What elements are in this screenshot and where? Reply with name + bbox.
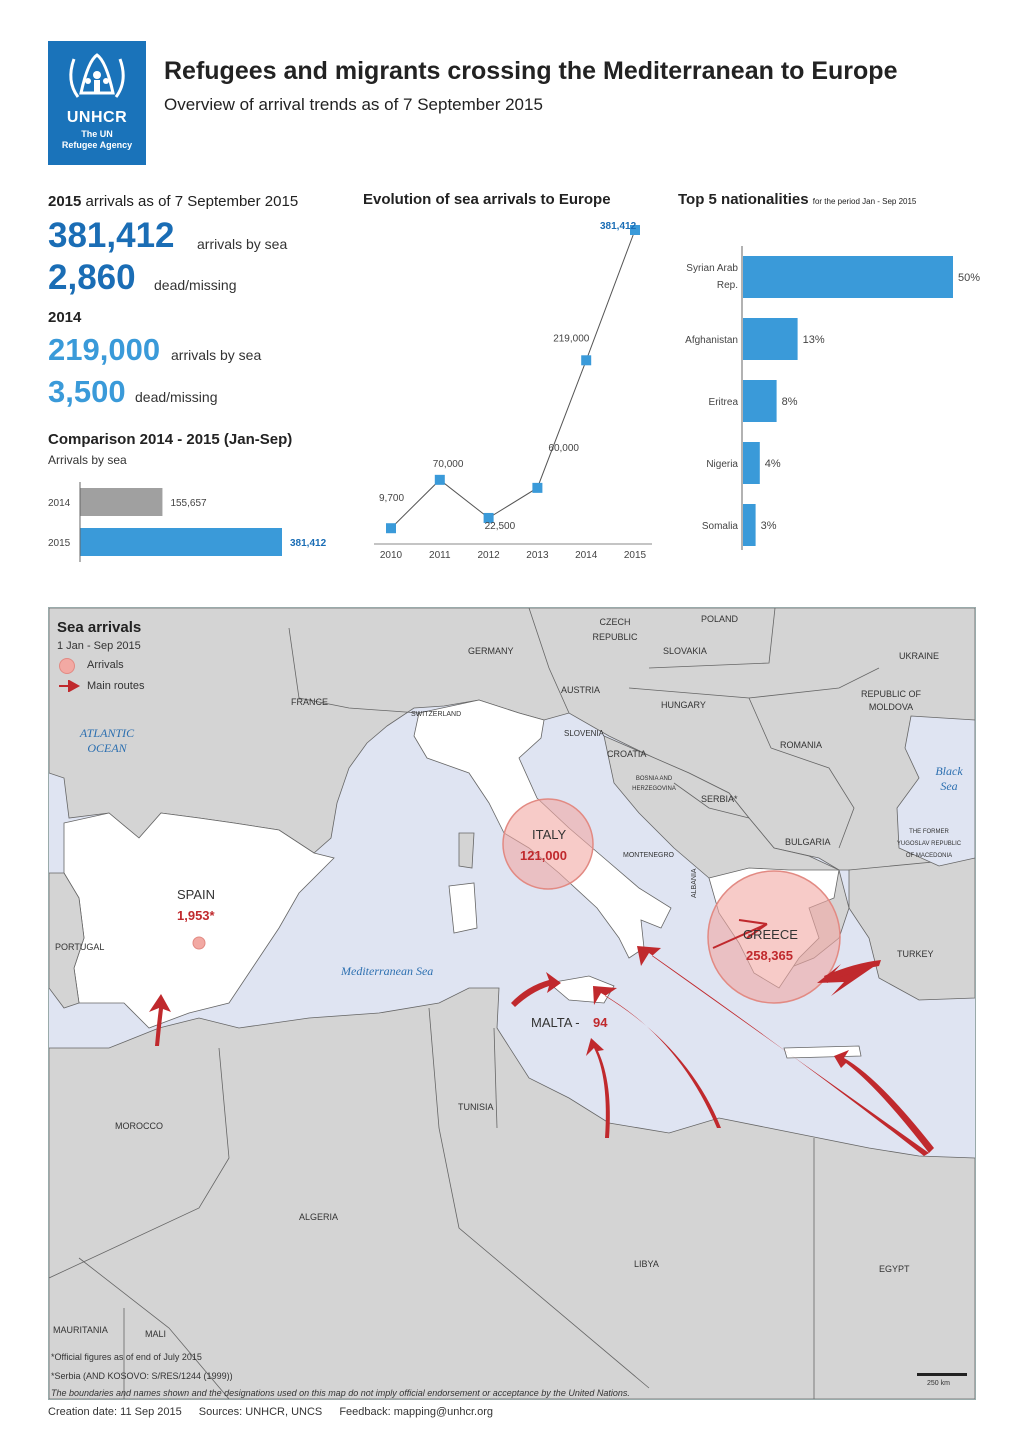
line-point-label: 381,412 <box>600 221 637 232</box>
italy-label: ITALY <box>532 827 567 842</box>
legend-title: Sea arrivals <box>57 619 142 636</box>
stats-heading-text: arrivals as of 7 September 2015 <box>85 193 299 210</box>
unhcr-emblem-icon <box>48 41 146 111</box>
legend-arrivals-label: Arrivals <box>87 659 124 671</box>
comparison-bar-label: 2014 <box>48 498 71 509</box>
note-official-figures: *Official figures as of end of July 2015 <box>51 1352 202 1362</box>
nationality-bar <box>743 442 760 484</box>
country-label-croatia: CROATIA <box>607 749 647 759</box>
line-x-tick-label: 2013 <box>526 550 549 561</box>
comparison-bar-value: 155,657 <box>170 498 207 509</box>
nationality-value: 13% <box>802 334 825 346</box>
nationalities-bar-chart <box>660 240 1000 560</box>
nationality-value: 50% <box>958 272 981 284</box>
unhcr-logo <box>48 41 146 165</box>
arrivals-2015-unit: arrivals by sea <box>197 236 288 252</box>
nationality-label: Syrian Arab <box>686 263 738 274</box>
country-label-germany: GERMANY <box>468 646 514 656</box>
greece-label: GREECE <box>743 927 798 942</box>
ocean-label: ATLANTIC OCEAN <box>79 726 135 755</box>
comparison-bar-chart <box>44 482 344 566</box>
arrivals-2015-value: 381,412 <box>48 216 175 255</box>
country-label-france: FRANCE <box>291 697 329 707</box>
footer <box>48 1406 507 1418</box>
line-point-label: 70,000 <box>432 458 464 470</box>
country-label-ukraine: UKRAINE <box>899 651 940 661</box>
route-arrow-morocco-spain <box>149 994 171 1046</box>
line-point <box>581 355 591 365</box>
year-2014-heading: 2014 <box>48 309 82 326</box>
country-label-slovakia: SLOVAKIA <box>663 646 707 656</box>
nationalities-title <box>678 191 916 208</box>
line-chart-title: Evolution of sea arrivals to Europe <box>363 191 611 208</box>
nationality-label: Afghanistan <box>685 335 738 346</box>
stats-heading <box>48 193 298 210</box>
line-series <box>391 230 635 528</box>
legend-route-icon <box>57 679 81 697</box>
footer-creation-date: Creation date: 11 Sep 2015 <box>48 1406 182 1418</box>
note-serbia: *Serbia (AND KOSOVO: S/RES/1244 (1999)) <box>51 1371 233 1381</box>
line-point-label: 22,500 <box>484 520 516 532</box>
legend-period: 1 Jan - Sep 2015 <box>57 640 141 652</box>
line-x-tick-label: 2011 <box>429 550 451 561</box>
comparison-bar <box>80 528 282 556</box>
line-point <box>386 523 396 533</box>
footer-sources: Sources: UNHCR, UNCS <box>198 1406 323 1418</box>
comparison-title: Comparison 2014 - 2015 (Jan-Sep) <box>48 431 293 448</box>
country-label-switzerland: SWITZERLAND <box>411 711 462 718</box>
dead-2014-value: 3,500 <box>48 374 126 409</box>
black-sea-label: Black Sea <box>935 764 963 793</box>
route-arrow-libya-sicily <box>593 986 721 1128</box>
country-label-mali: MALI <box>145 1329 167 1339</box>
line-point-label: 219,000 <box>553 333 590 345</box>
footer-feedback: Feedback: mapping@unhcr.org <box>339 1406 493 1418</box>
country-label-montenegro: MONTENEGRO <box>623 852 674 859</box>
logo-org-name: UNHCR <box>66 109 128 126</box>
line-point-label: 9,700 <box>379 493 405 505</box>
route-arrow-libya-malta <box>586 1038 610 1138</box>
country-label-libya: LIBYA <box>634 1259 659 1269</box>
legend-arrivals-icon <box>59 658 75 674</box>
nationality-value: 8% <box>781 396 798 408</box>
country-label-turkey: TURKEY <box>897 949 934 959</box>
comparison-bar-value: 381,412 <box>290 538 327 549</box>
country-label-morocco: MOROCCO <box>115 1121 163 1131</box>
nationality-label: Eritrea <box>708 397 738 408</box>
legend-routes-label: Main routes <box>87 680 145 692</box>
country-label-slovenia: SLOVENIA <box>564 729 605 738</box>
country-label-hungary: HUNGARY <box>661 700 706 710</box>
sea-arrivals-map <box>48 607 976 1400</box>
nationality-value: 3% <box>760 520 777 532</box>
country-label-algeria: ALGERIA <box>299 1212 339 1222</box>
route-arrow-tunisia-sicily <box>511 972 561 1007</box>
line-point-label: 60,000 <box>548 442 579 454</box>
stats-heading-year: 2015 <box>48 193 82 210</box>
line-x-tick-label: 2014 <box>575 550 598 561</box>
nationality-label: Nigeria <box>706 459 738 470</box>
med-sea-label: Mediterranean Sea <box>341 964 434 978</box>
nationality-bar <box>743 318 798 360</box>
malta-arrivals-value: 94 <box>593 1015 608 1030</box>
nationality-bar <box>743 380 777 422</box>
logo-tagline: The UN <box>81 129 113 139</box>
main-routes <box>49 608 975 1399</box>
nationality-bar <box>743 256 953 298</box>
comparison-subtitle: Arrivals by sea <box>48 453 127 467</box>
country-label-albania: ALBANIA <box>691 868 698 898</box>
country-label-czech: CZECH REPUBLIC <box>592 617 638 642</box>
country-label-tunisia: TUNISIA <box>458 1102 494 1112</box>
arrivals-2014-unit: arrivals by sea <box>171 347 262 363</box>
country-label-poland: POLAND <box>701 614 739 624</box>
route-arrow-libya-crete <box>834 1050 934 1153</box>
nationality-value: 4% <box>764 458 781 470</box>
line-point <box>435 475 445 485</box>
country-label-mauritania: MAURITANIA <box>53 1325 108 1335</box>
country-label-romania: ROMANIA <box>780 740 823 750</box>
line-chart <box>360 210 660 570</box>
malta-label: MALTA - <box>531 1015 580 1030</box>
nationality-label: Somalia <box>701 521 738 532</box>
country-label-moldova: REPUBLIC OF MOLDOVA <box>860 689 921 712</box>
line-x-tick-label: 2010 <box>379 550 403 561</box>
country-label-bulgaria: BULGARIA <box>785 837 831 847</box>
nationality-bar <box>743 504 756 546</box>
scale-bar <box>917 1373 967 1376</box>
line-x-tick-label: 2012 <box>477 550 500 561</box>
country-label-macedonia: THE FORMER YUGOSLAV REPUBLIC OF MACEDONIA <box>896 829 962 859</box>
comparison-bar <box>80 488 162 516</box>
country-label-serbia: SERBIA* <box>701 794 738 804</box>
dead-2015-unit: dead/missing <box>154 277 237 293</box>
country-label-bosnia: BOSNIA AND HERZEGOVINA <box>632 776 676 792</box>
country-label-portugal: PORTUGAL <box>55 942 105 952</box>
spain-arrivals-value: 1,953* <box>177 908 215 923</box>
logo-tagline-2: Refugee Agency <box>61 140 133 150</box>
arrivals-2014-value: 219,000 <box>48 332 161 367</box>
line-point <box>532 483 542 493</box>
nationalities-title-text: Top 5 nationalities <box>678 191 809 208</box>
line-x-tick-label: 2015 <box>623 550 647 561</box>
route-arrow-egypt-italy <box>637 946 929 1156</box>
dead-2015-value: 2,860 <box>48 258 136 297</box>
scale-label: 250 km <box>927 1380 950 1387</box>
dead-2014-unit: dead/missing <box>135 389 218 405</box>
comparison-bar-label: 2015 <box>48 538 71 549</box>
nationality-label-cont: Rep. <box>716 280 738 291</box>
greece-arrivals-value: 258,365 <box>746 948 793 963</box>
spain-label: SPAIN <box>177 887 216 902</box>
page-title: Refugees and migrants crossing the Mediterranean to Europe <box>164 57 898 85</box>
note-disclaimer: The boundaries and names shown and the designations used on this map do not imply official endorsement or acceptance by the United Nations. <box>51 1388 630 1398</box>
country-label-austria: AUSTRIA <box>561 685 601 695</box>
italy-arrivals-value: 121,000 <box>520 848 567 863</box>
country-label-egypt: EGYPT <box>879 1264 910 1274</box>
page-subtitle: Overview of arrival trends as of 7 September 2015 <box>164 95 543 114</box>
nationalities-period: for the period Jan - Sep 2015 <box>812 197 917 206</box>
